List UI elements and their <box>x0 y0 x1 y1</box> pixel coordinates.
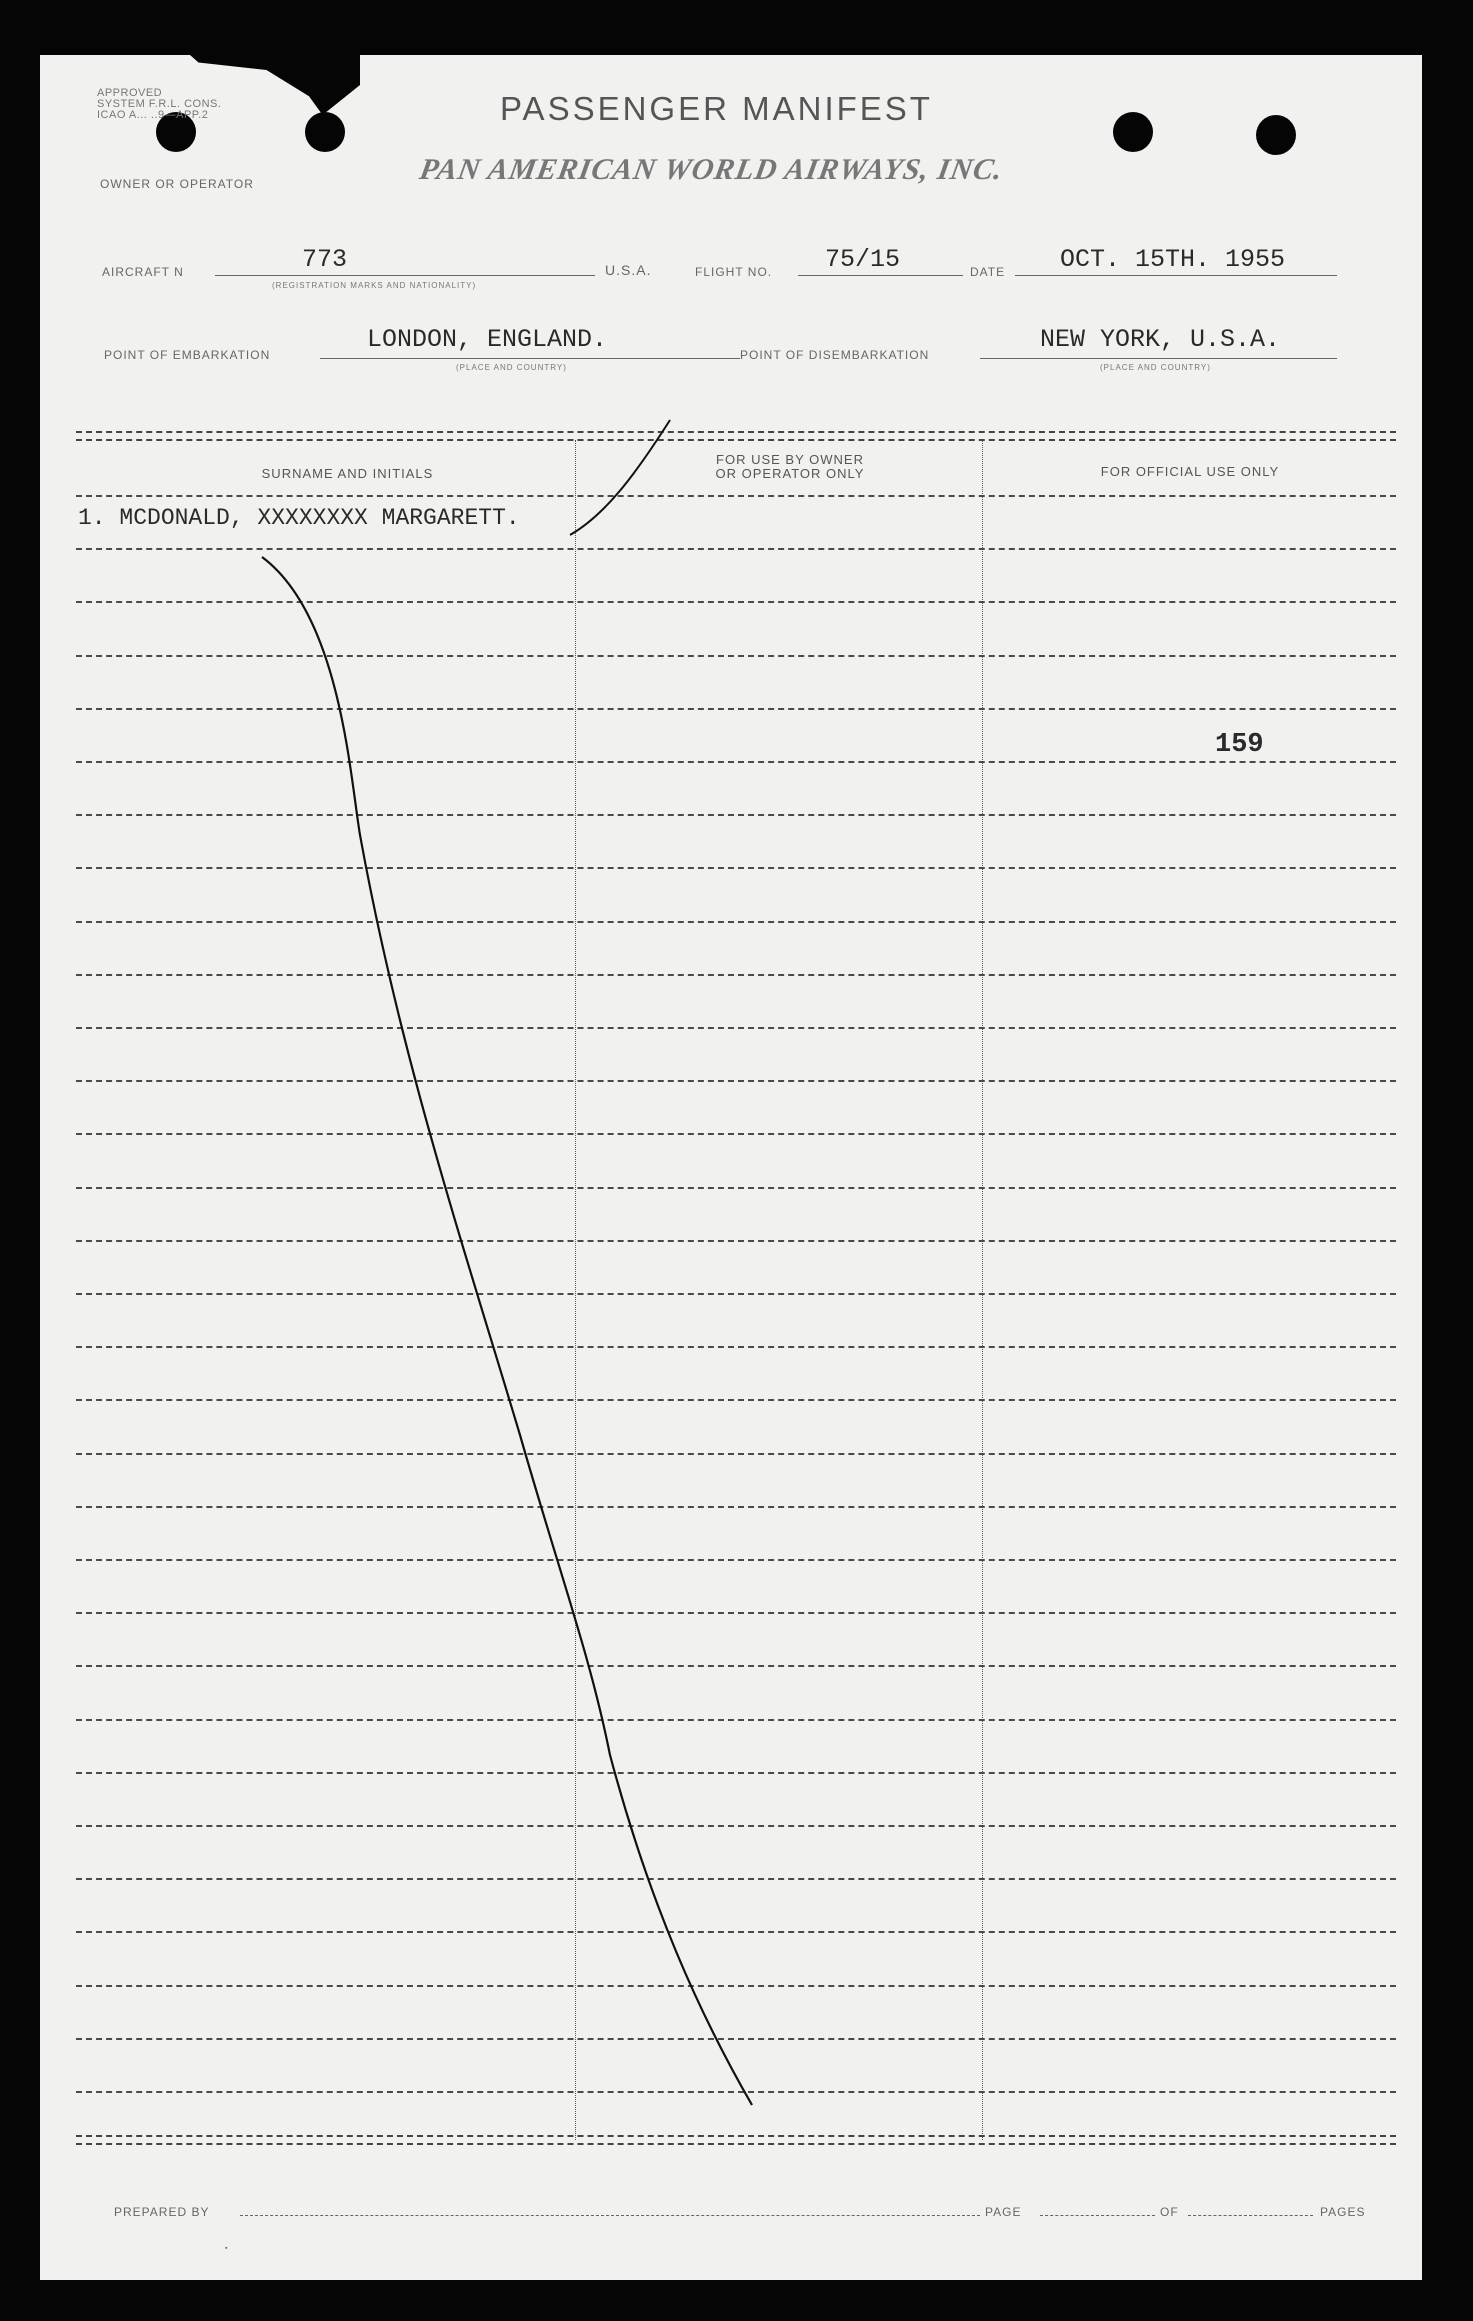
usa-label: U.S.A. <box>605 262 652 278</box>
pages-label: PAGES <box>1320 2205 1366 2219</box>
aircraft-label: AIRCRAFT N <box>102 265 184 279</box>
date-label: DATE <box>970 265 1006 279</box>
column-header-surname: SURNAME AND INITIALS <box>261 466 434 481</box>
flight-value: 75/15 <box>825 245 901 274</box>
owner-operator-label: OWNER OR OPERATOR <box>100 177 254 191</box>
printer-mark: ▪ <box>225 2245 228 2252</box>
of-label: OF <box>1160 2205 1179 2219</box>
form-title: PASSENGER MANIFEST <box>500 90 933 127</box>
pen-stroke-main <box>262 557 752 2105</box>
page-label: PAGE <box>985 2205 1022 2219</box>
column-header-owner-use: FOR USE BY OWNER OR OPERATOR ONLY <box>715 452 865 481</box>
aircraft-value: 773 <box>302 245 348 274</box>
column-header-official-use: FOR OFFICIAL USE ONLY <box>1100 464 1280 479</box>
disembarkation-value: NEW YORK, U.S.A. <box>1040 325 1281 354</box>
pen-stroke-tick <box>570 420 670 535</box>
approval-notice: APPROVED SYSTEM F.R.L. CONS. ICAO A... ..9—APP.2 <box>97 87 222 121</box>
embarkation-value: LONDON, ENGLAND. <box>367 325 608 354</box>
flight-label: FLIGHT NO. <box>695 265 773 279</box>
manifest-page <box>40 55 1422 2280</box>
passenger-entry: 1. MCDONALD, XXXXXXXX MARGARETT. <box>78 505 520 531</box>
pen-strikethrough <box>40 55 1422 2280</box>
embarkation-sublabel: (PLACE AND COUNTRY) <box>456 363 567 372</box>
embarkation-label: POINT OF EMBARKATION <box>104 348 271 362</box>
carrier-name: PAN AMERICAN WORLD AIRWAYS, INC. <box>417 153 1006 186</box>
disembarkation-label: POINT OF DISEMBARKATION <box>740 348 930 362</box>
disembarkation-sublabel: (PLACE AND COUNTRY) <box>1100 363 1211 372</box>
prepared-by-label: PREPARED BY <box>114 2205 210 2219</box>
date-value: OCT. 15TH. 1955 <box>1060 245 1286 274</box>
official-number: 159 <box>1215 730 1264 760</box>
aircraft-sublabel: (REGISTRATION MARKS AND NATIONALITY) <box>272 281 477 290</box>
